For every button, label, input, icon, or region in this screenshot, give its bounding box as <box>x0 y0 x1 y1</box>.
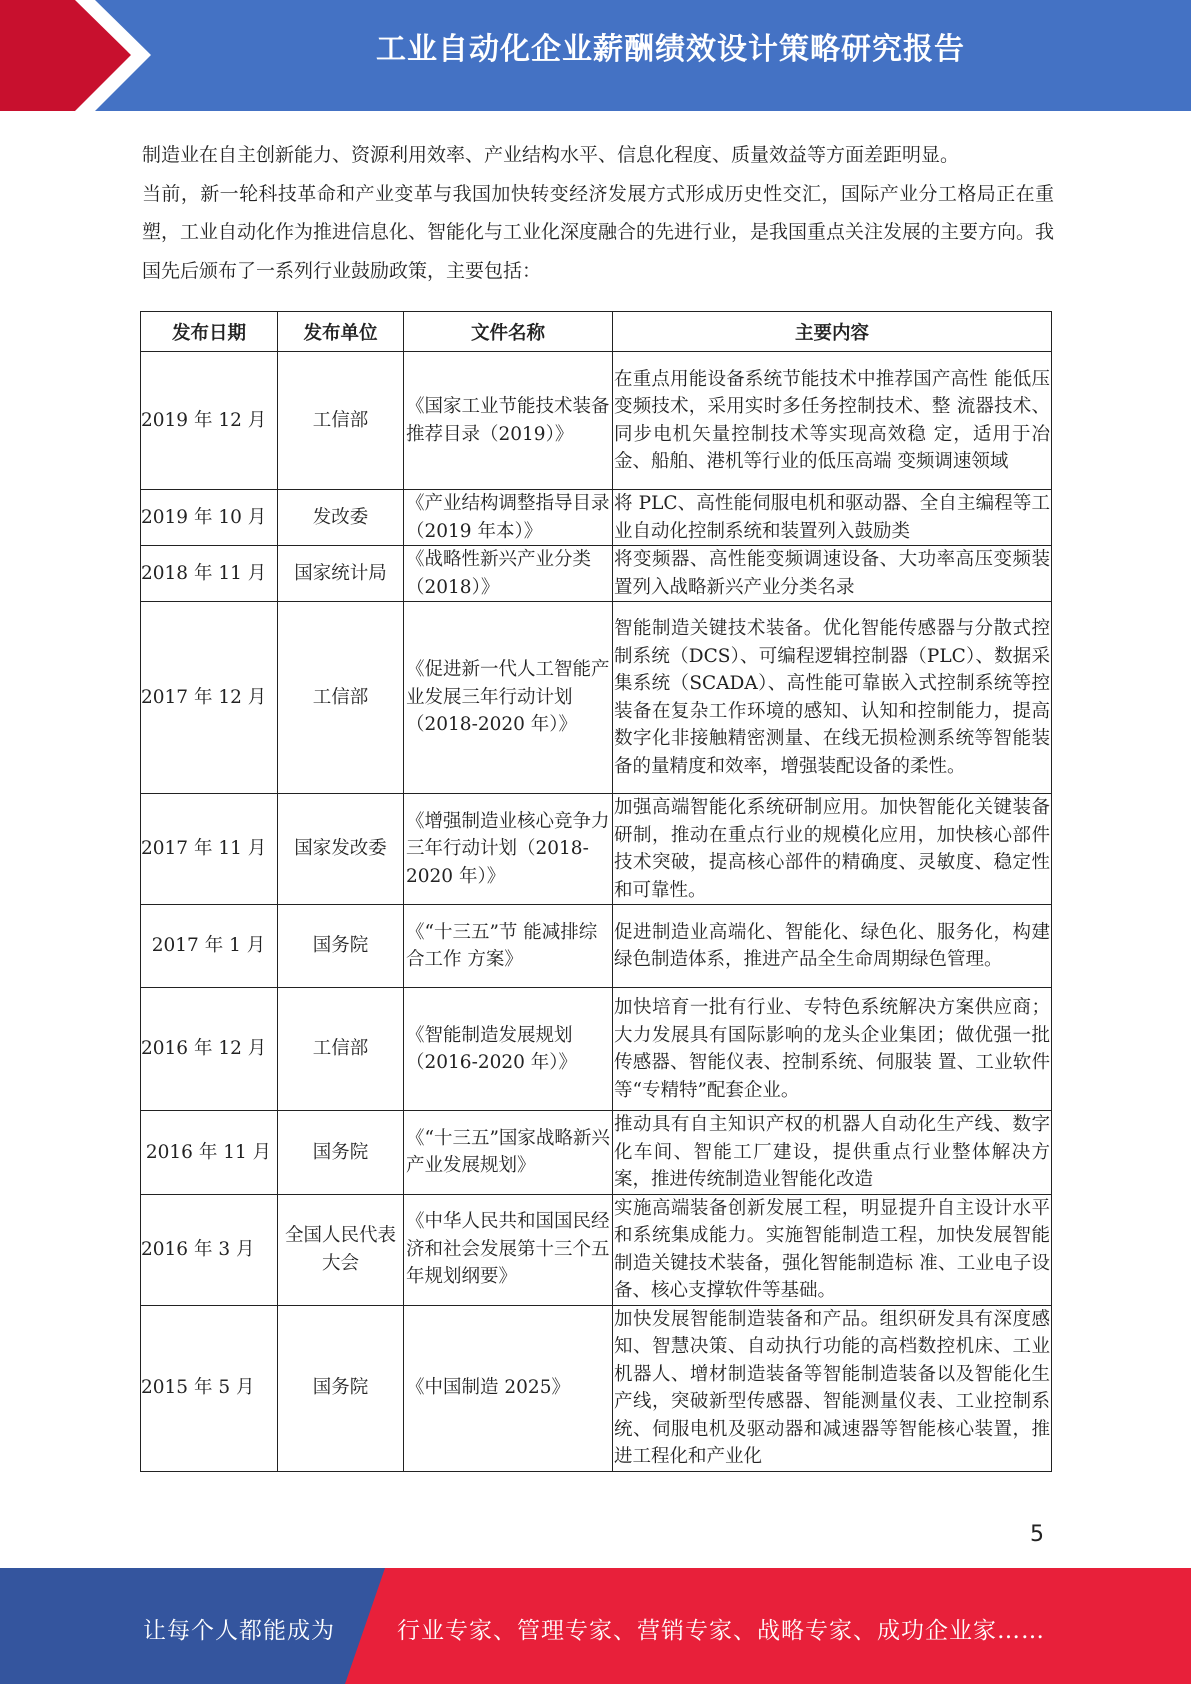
cell-doc: 《国家工业节能技术装备推荐目录（2019）》 <box>404 352 613 490</box>
cell-doc: 《中华人民共和国国民经济和社会发展第十三个五年规划纲要》 <box>404 1194 613 1305</box>
header-doc: 文件名称 <box>404 312 613 352</box>
cell-content: 将变频器、高性能变频调速设备、大功率高压变频装置列入战略新兴产业分类名录 <box>613 546 1052 602</box>
table-row <box>141 352 1052 490</box>
cell-content: 实施高端装备创新发展工程，明显提升自主设计水平和系统集成能力。实施智能制造工程，加快发展智能制造关键技术装备，强化智能制造标 准、工业电子设备、核心支撑软件等基础。 <box>613 1194 1052 1305</box>
table-header-row <box>141 312 1052 352</box>
table-row <box>141 546 1052 602</box>
intro-paragraph: 制造业在自主创新能力、资源利用效率、产业结构水平、信息化程度、质量效益等方面差距明显。 <box>142 144 960 166</box>
cell-doc: 《中国制造 2025》 <box>404 1305 613 1471</box>
header-unit: 发布单位 <box>278 312 404 352</box>
cell-date: 2018 年 11 月 <box>141 546 278 602</box>
header-red-arrow <box>0 0 150 111</box>
cell-unit: 国家发改委 <box>278 794 404 905</box>
cell-date: 2017 年 1 月 <box>141 905 278 988</box>
cell-doc: 《增强制造业核心竞争力三年行动计划（2018-2020 年）》 <box>404 794 613 905</box>
policy-table <box>140 311 1052 1472</box>
cell-unit: 国务院 <box>278 905 404 988</box>
cell-doc: 《“十三五”节 能减排综合工作 方案》 <box>404 905 613 988</box>
cell-date: 2016 年 3 月 <box>141 1194 278 1305</box>
cell-unit: 全国人民代表大会 <box>278 1194 404 1305</box>
cell-unit: 国家统计局 <box>278 546 404 602</box>
cell-doc: 《促进新一代人工智能产业发展三年行动计划（2018-2020 年）》 <box>404 602 613 794</box>
header-content: 主要内容 <box>613 312 1052 352</box>
table-row <box>141 988 1052 1111</box>
cell-date: 2016 年 11 月 <box>141 1111 278 1195</box>
cell-content: 智能制造关键技术装备。优化智能传感器与分散式控制系统（DCS）、可编程逻辑控制器（PLC）、数据采集系统（SCADA）、高性能可靠嵌入式控制系统等控装备在复杂工作环境的感知、认知和控制能力，提高数字化非接触精密测量、在线无损检测系统等智能装备的量精度和效率，增强装配设备的柔性。 <box>613 602 1052 794</box>
cell-doc: 《智能制造发展规划（2016-2020 年）》 <box>404 988 613 1111</box>
cell-content: 推动具有自主知识产权的机器人自动化生产线、数字化车间、智能工厂建设，提供重点行业整体解决方案，推进传统制造业智能化改造 <box>613 1111 1052 1195</box>
footer-slogan-left: 让每个人都能成为 <box>143 1618 335 1644</box>
page-number: 5 <box>1030 1522 1044 1547</box>
table-row <box>141 1305 1052 1471</box>
cell-unit: 工信部 <box>278 602 404 794</box>
table-row <box>141 905 1052 988</box>
cell-date: 2017 年 12 月 <box>141 602 278 794</box>
cell-unit: 发改委 <box>278 490 404 546</box>
header-banner <box>0 0 1191 111</box>
footer-banner <box>0 1568 1191 1684</box>
cell-doc: 《产业结构调整指导目录（2019 年本）》 <box>404 490 613 546</box>
cell-doc: 《战略性新兴产业分类（2018）》 <box>404 546 613 602</box>
cell-content: 将 PLC、高性能伺服电机和驱动器、全自主编程等工业自动化控制系统和装置列入鼓励类 <box>613 490 1052 546</box>
table-row <box>141 1111 1052 1195</box>
cell-unit: 国务院 <box>278 1111 404 1195</box>
intro-paragraph: 当前，新一轮科技革命和产业变革与我国加快转变经济发展方式形成历史性交汇，国际产业分工格局正在重塑，工业自动化作为推进信息化、智能化与工业化深度融合的先进行业，是我国重点关注发展的主要方向。我国先后颁布了一系列行业鼓励政策，主要包括： <box>142 182 1055 282</box>
cell-unit: 工信部 <box>278 988 404 1111</box>
cell-date: 2016 年 12 月 <box>141 988 278 1111</box>
cell-content: 在重点用能设备系统节能技术中推荐国产高性 能低压变频技术，采用实时多任务控制技术、整 流器技术、同步电机矢量控制技术等实现高效稳 定，适用于冶金、船舶、港机等行业的低压高端 变频调速领域 <box>613 352 1052 490</box>
cell-content: 加快培育一批有行业、专特色系统解决方案供应商；大力发展具有国际影响的龙头企业集团；做优强一批传感器、智能仪表、控制系统、伺服装 置、工业软件等“专精特”配套企业。 <box>613 988 1052 1111</box>
intro-text <box>142 136 1054 290</box>
table-row <box>141 490 1052 546</box>
header-date: 发布日期 <box>141 312 278 352</box>
cell-unit: 国务院 <box>278 1305 404 1471</box>
cell-unit: 工信部 <box>278 352 404 490</box>
cell-date: 2015 年 5 月 <box>141 1305 278 1471</box>
cell-doc: 《“十三五”国家战略新兴产业发展规划》 <box>404 1111 613 1195</box>
table-row <box>141 1194 1052 1305</box>
cell-content: 促进制造业高端化、智能化、绿色化、服务化，构建绿色制造体系，推进产品全生命周期绿色管理。 <box>613 905 1052 988</box>
report-title: 工业自动化企业薪酬绩效设计策略研究报告 <box>376 32 965 67</box>
table-row <box>141 602 1052 794</box>
table-row <box>141 794 1052 905</box>
cell-content: 加强高端智能化系统研制应用。加快智能化关键装备研制，推动在重点行业的规模化应用，加快核心部件技术突破，提高核心部件的精确度、灵敏度、稳定性和可靠性。 <box>613 794 1052 905</box>
cell-date: 2019 年 12 月 <box>141 352 278 490</box>
footer-slogan-right: 行业专家、管理专家、营销专家、战略专家、成功企业家…… <box>397 1618 1045 1644</box>
cell-date: 2017 年 11 月 <box>141 794 278 905</box>
cell-date: 2019 年 10 月 <box>141 490 278 546</box>
cell-content: 加快发展智能制造装备和产品。组织研发具有深度感知、智慧决策、自动执行功能的高档数控机床、工业机器人、增材制造装备等智能制造装备以及智能化生产线，突破新型传感器、智能测量仪表、工业控制系统、伺服电机及驱动器和减速器等智能核心装置，推进工程化和产业化 <box>613 1305 1052 1471</box>
